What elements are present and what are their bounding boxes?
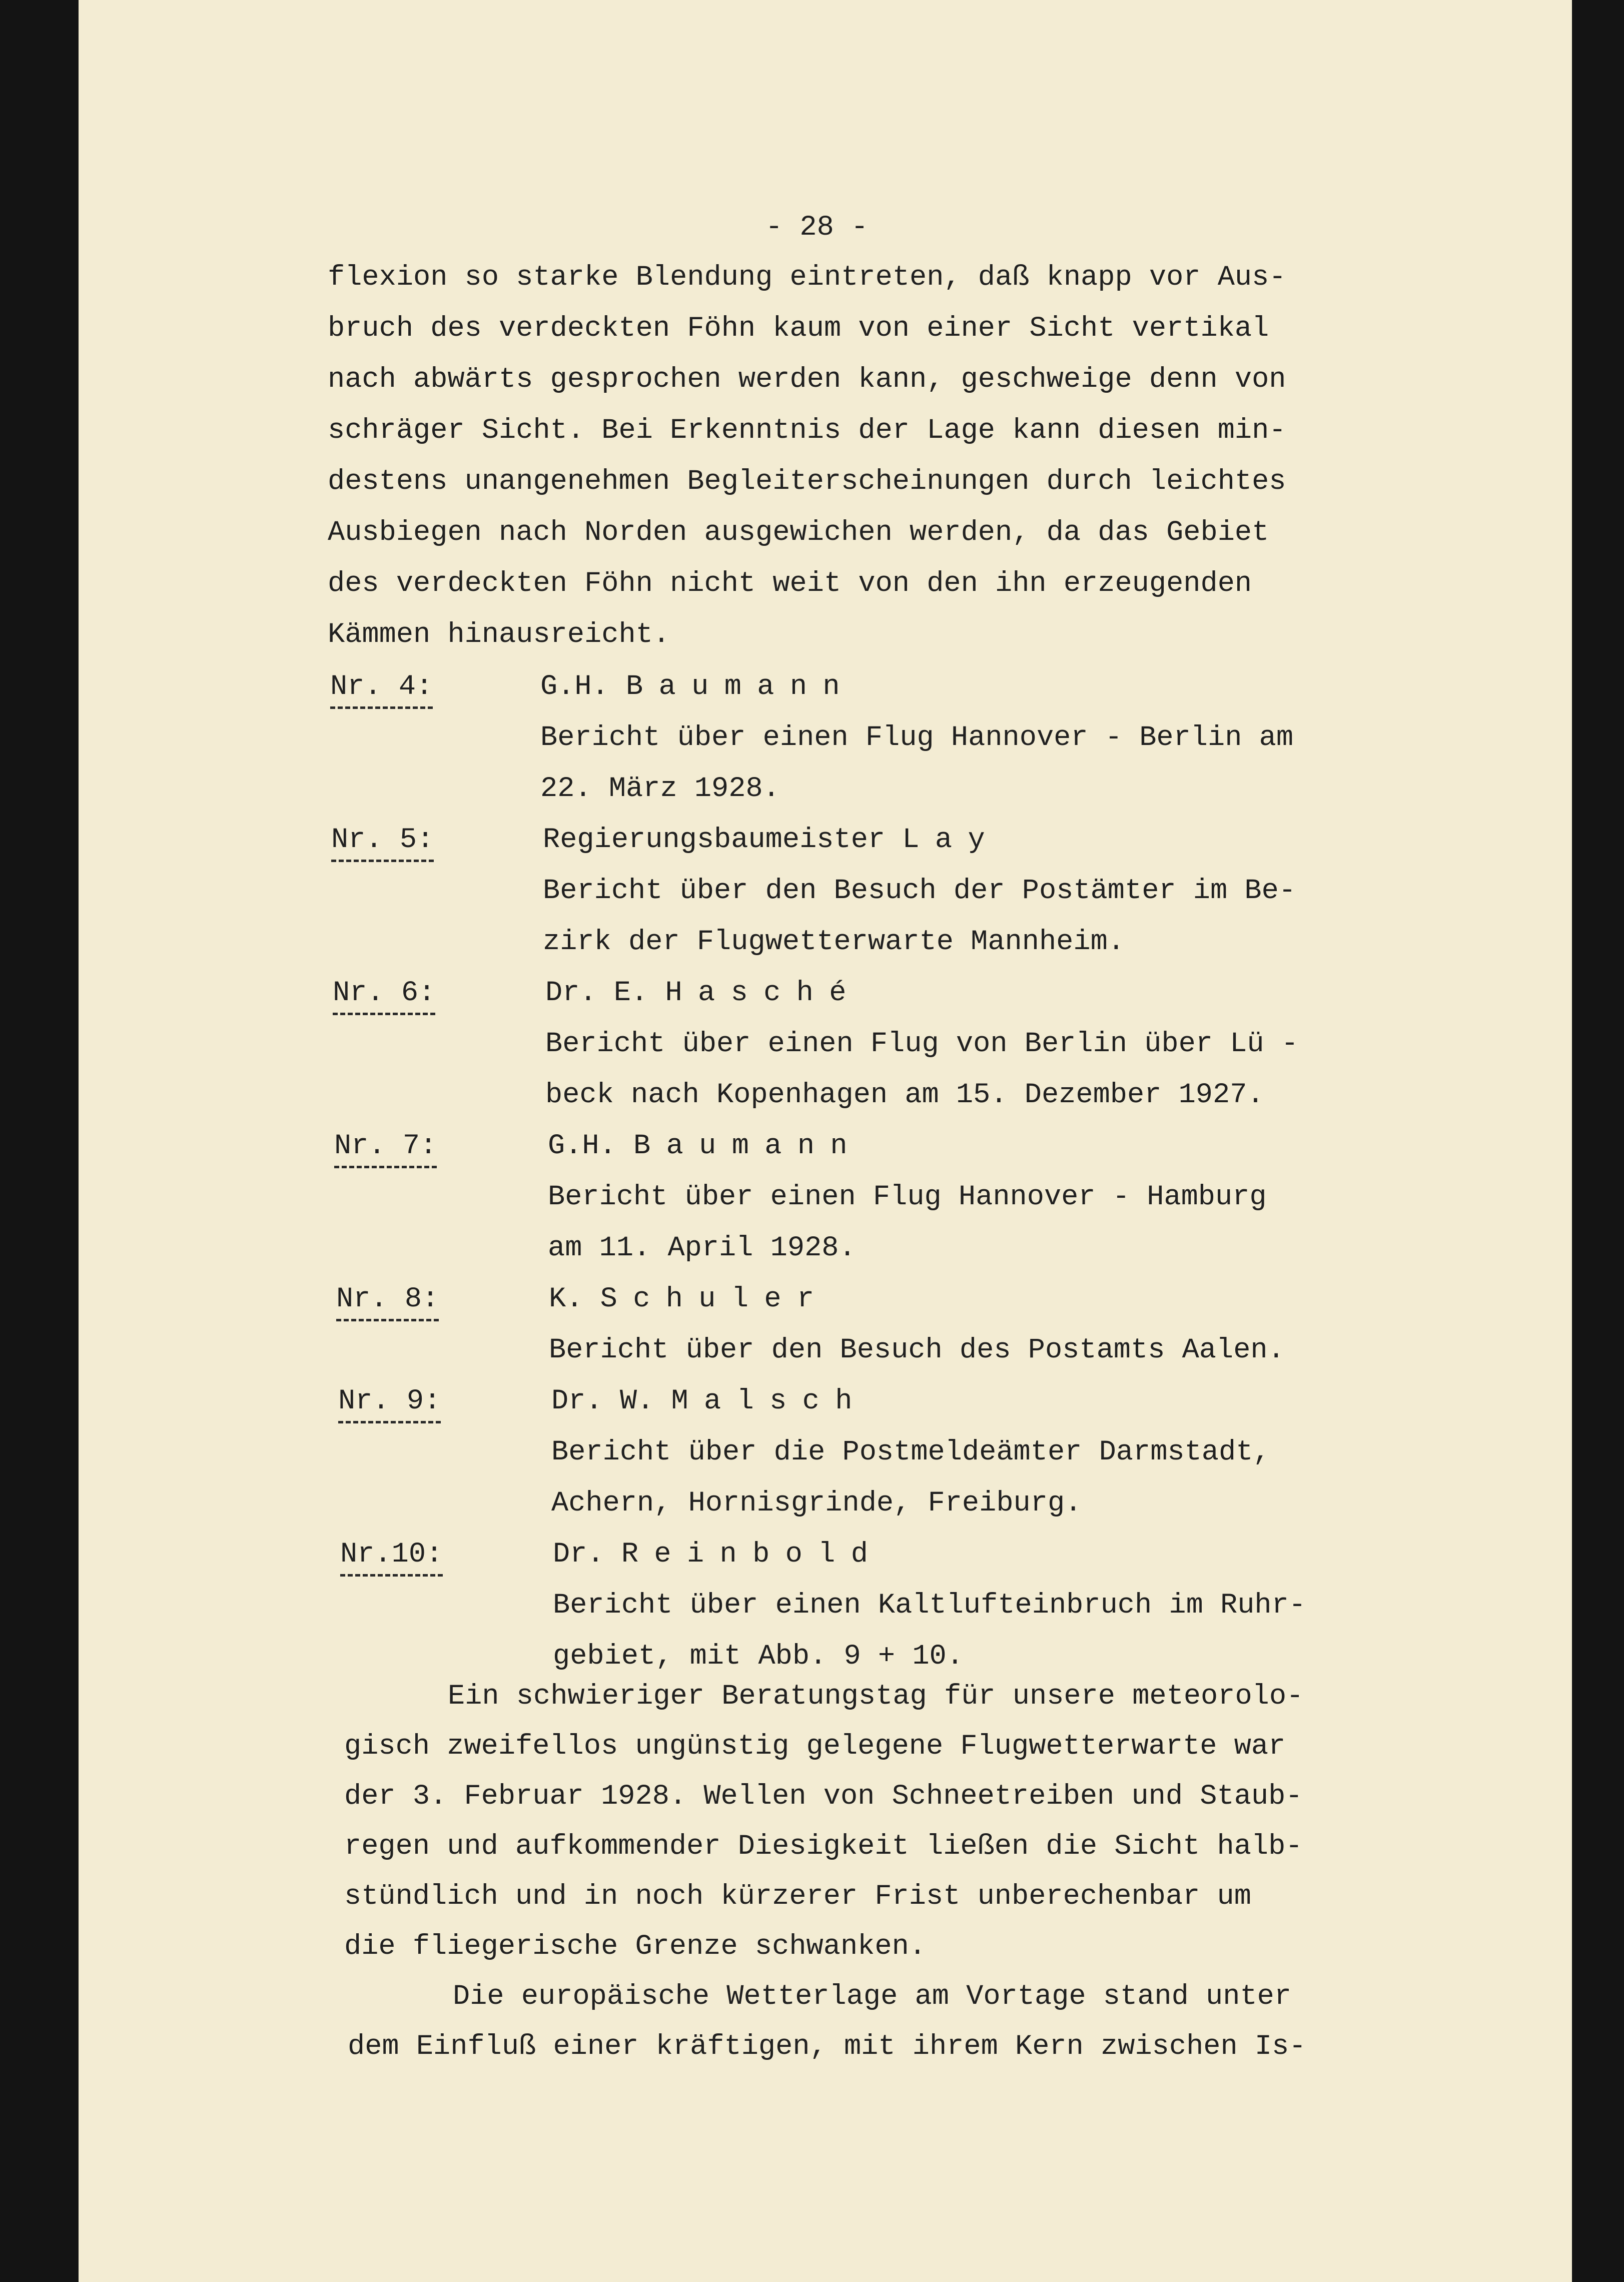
page-number: - 28 - bbox=[765, 212, 869, 244]
text-line: stündlich und in noch kürzerer Frist unberechenbar um bbox=[344, 1881, 1251, 1913]
entry-number: Nr.10: bbox=[340, 1537, 443, 1577]
author-prefix: Regierungsbaumeister bbox=[543, 824, 886, 856]
text-line: des verdeckten Föhn nicht weit von den ihn erzeugenden bbox=[328, 568, 1252, 600]
entry-author bbox=[553, 1537, 884, 1572]
author-name: Baumann bbox=[633, 1130, 863, 1162]
author-name: Schuler bbox=[600, 1283, 830, 1315]
entry-author bbox=[540, 669, 856, 704]
entry-description-line: beck nach Kopenhagen am 15. Dezember 1927. bbox=[545, 1079, 1264, 1111]
author-name: Hasché bbox=[665, 977, 862, 1009]
text-line: gisch zweifellos ungünstig gelegene Flugwetterwarte war bbox=[344, 1731, 1286, 1763]
entry-description-line: am 11. April 1928. bbox=[548, 1232, 856, 1264]
entry-description-line: Bericht über einen Kaltlufteinbruch im Ruhr- bbox=[553, 1590, 1306, 1622]
entry-author bbox=[545, 976, 862, 1011]
author-name: Baumann bbox=[626, 671, 856, 703]
entry-number: Nr. 7: bbox=[334, 1129, 437, 1168]
entry-description-line: Bericht über den Besuch der Postämter im Be- bbox=[543, 875, 1296, 907]
text-line: regen und aufkommender Diesigkeit ließen die Sicht halb- bbox=[344, 1831, 1303, 1863]
text-line: Ein schwieriger Beratungstag für unsere meteorolo- bbox=[448, 1681, 1304, 1713]
entry-description-line: zirk der Flugwetterwarte Mannheim. bbox=[543, 926, 1125, 958]
entry-author bbox=[549, 1282, 830, 1317]
entry-description-line: Achern, Hornisgrinde, Freiburg. bbox=[551, 1487, 1082, 1519]
text-line: der 3. Februar 1928. Wellen von Schneetreiben und Staub- bbox=[344, 1781, 1303, 1813]
entry-number: Nr. 4: bbox=[330, 669, 433, 709]
text-line: Kämmen hinausreicht. bbox=[328, 619, 670, 651]
author-prefix: Dr. bbox=[553, 1539, 604, 1571]
text-line: destens unangenehmen Begleiterscheinungen durch leichtes bbox=[328, 466, 1286, 498]
entry-number: Nr. 8: bbox=[336, 1282, 439, 1321]
entry-author bbox=[548, 1129, 863, 1164]
entry-description-line: Bericht über den Besuch des Postamts Aalen. bbox=[549, 1334, 1285, 1366]
entry-description-line: Bericht über einen Flug Hannover - Hamburg bbox=[548, 1181, 1267, 1213]
entry-description-line: Bericht über einen Flug von Berlin über Lü - bbox=[545, 1028, 1299, 1060]
author-prefix: Dr. W. bbox=[551, 1385, 654, 1417]
entry-author bbox=[543, 823, 1001, 858]
entry-description-line: Bericht über einen Flug Hannover - Berlin am bbox=[540, 722, 1294, 754]
author-name: Malsch bbox=[671, 1385, 868, 1417]
entry-description-line: gebiet, mit Abb. 9 + 10. bbox=[553, 1641, 964, 1673]
entry-number: Nr. 6: bbox=[333, 976, 435, 1015]
entry-number: Nr. 9: bbox=[338, 1384, 441, 1423]
text-line: schräger Sicht. Bei Erkenntnis der Lage kann diesen min- bbox=[328, 415, 1286, 447]
text-line: die fliegerische Grenze schwanken. bbox=[344, 1931, 926, 1963]
text-line: flexion so starke Blendung eintreten, daß knapp vor Aus- bbox=[328, 262, 1286, 294]
entry-number: Nr. 5: bbox=[331, 823, 434, 862]
text-line: Die europäische Wetterlage am Vortage stand unter bbox=[453, 1981, 1292, 2013]
entry-description-line: Bericht über die Postmeldeämter Darmstadt, bbox=[551, 1436, 1270, 1468]
text-line: Ausbiegen nach Norden ausgewichen werden, da das Gebiet bbox=[328, 517, 1269, 549]
author-name: Lay bbox=[902, 824, 1001, 856]
entry-author bbox=[551, 1384, 868, 1419]
author-prefix: G.H. bbox=[540, 671, 609, 703]
text-line: bruch des verdeckten Föhn kaum von einer Sicht vertikal bbox=[328, 313, 1269, 345]
entry-description-line: 22. März 1928. bbox=[540, 773, 780, 805]
author-prefix: G.H. bbox=[548, 1130, 616, 1162]
text-line: dem Einfluß einer kräftigen, mit ihrem Kern zwischen Is- bbox=[348, 2031, 1306, 2063]
author-prefix: Dr. E. bbox=[545, 977, 648, 1009]
text-line: nach abwärts gesprochen werden kann, geschweige denn von bbox=[328, 364, 1286, 396]
author-name: Reinbold bbox=[621, 1539, 884, 1571]
author-prefix: K. bbox=[549, 1283, 583, 1315]
